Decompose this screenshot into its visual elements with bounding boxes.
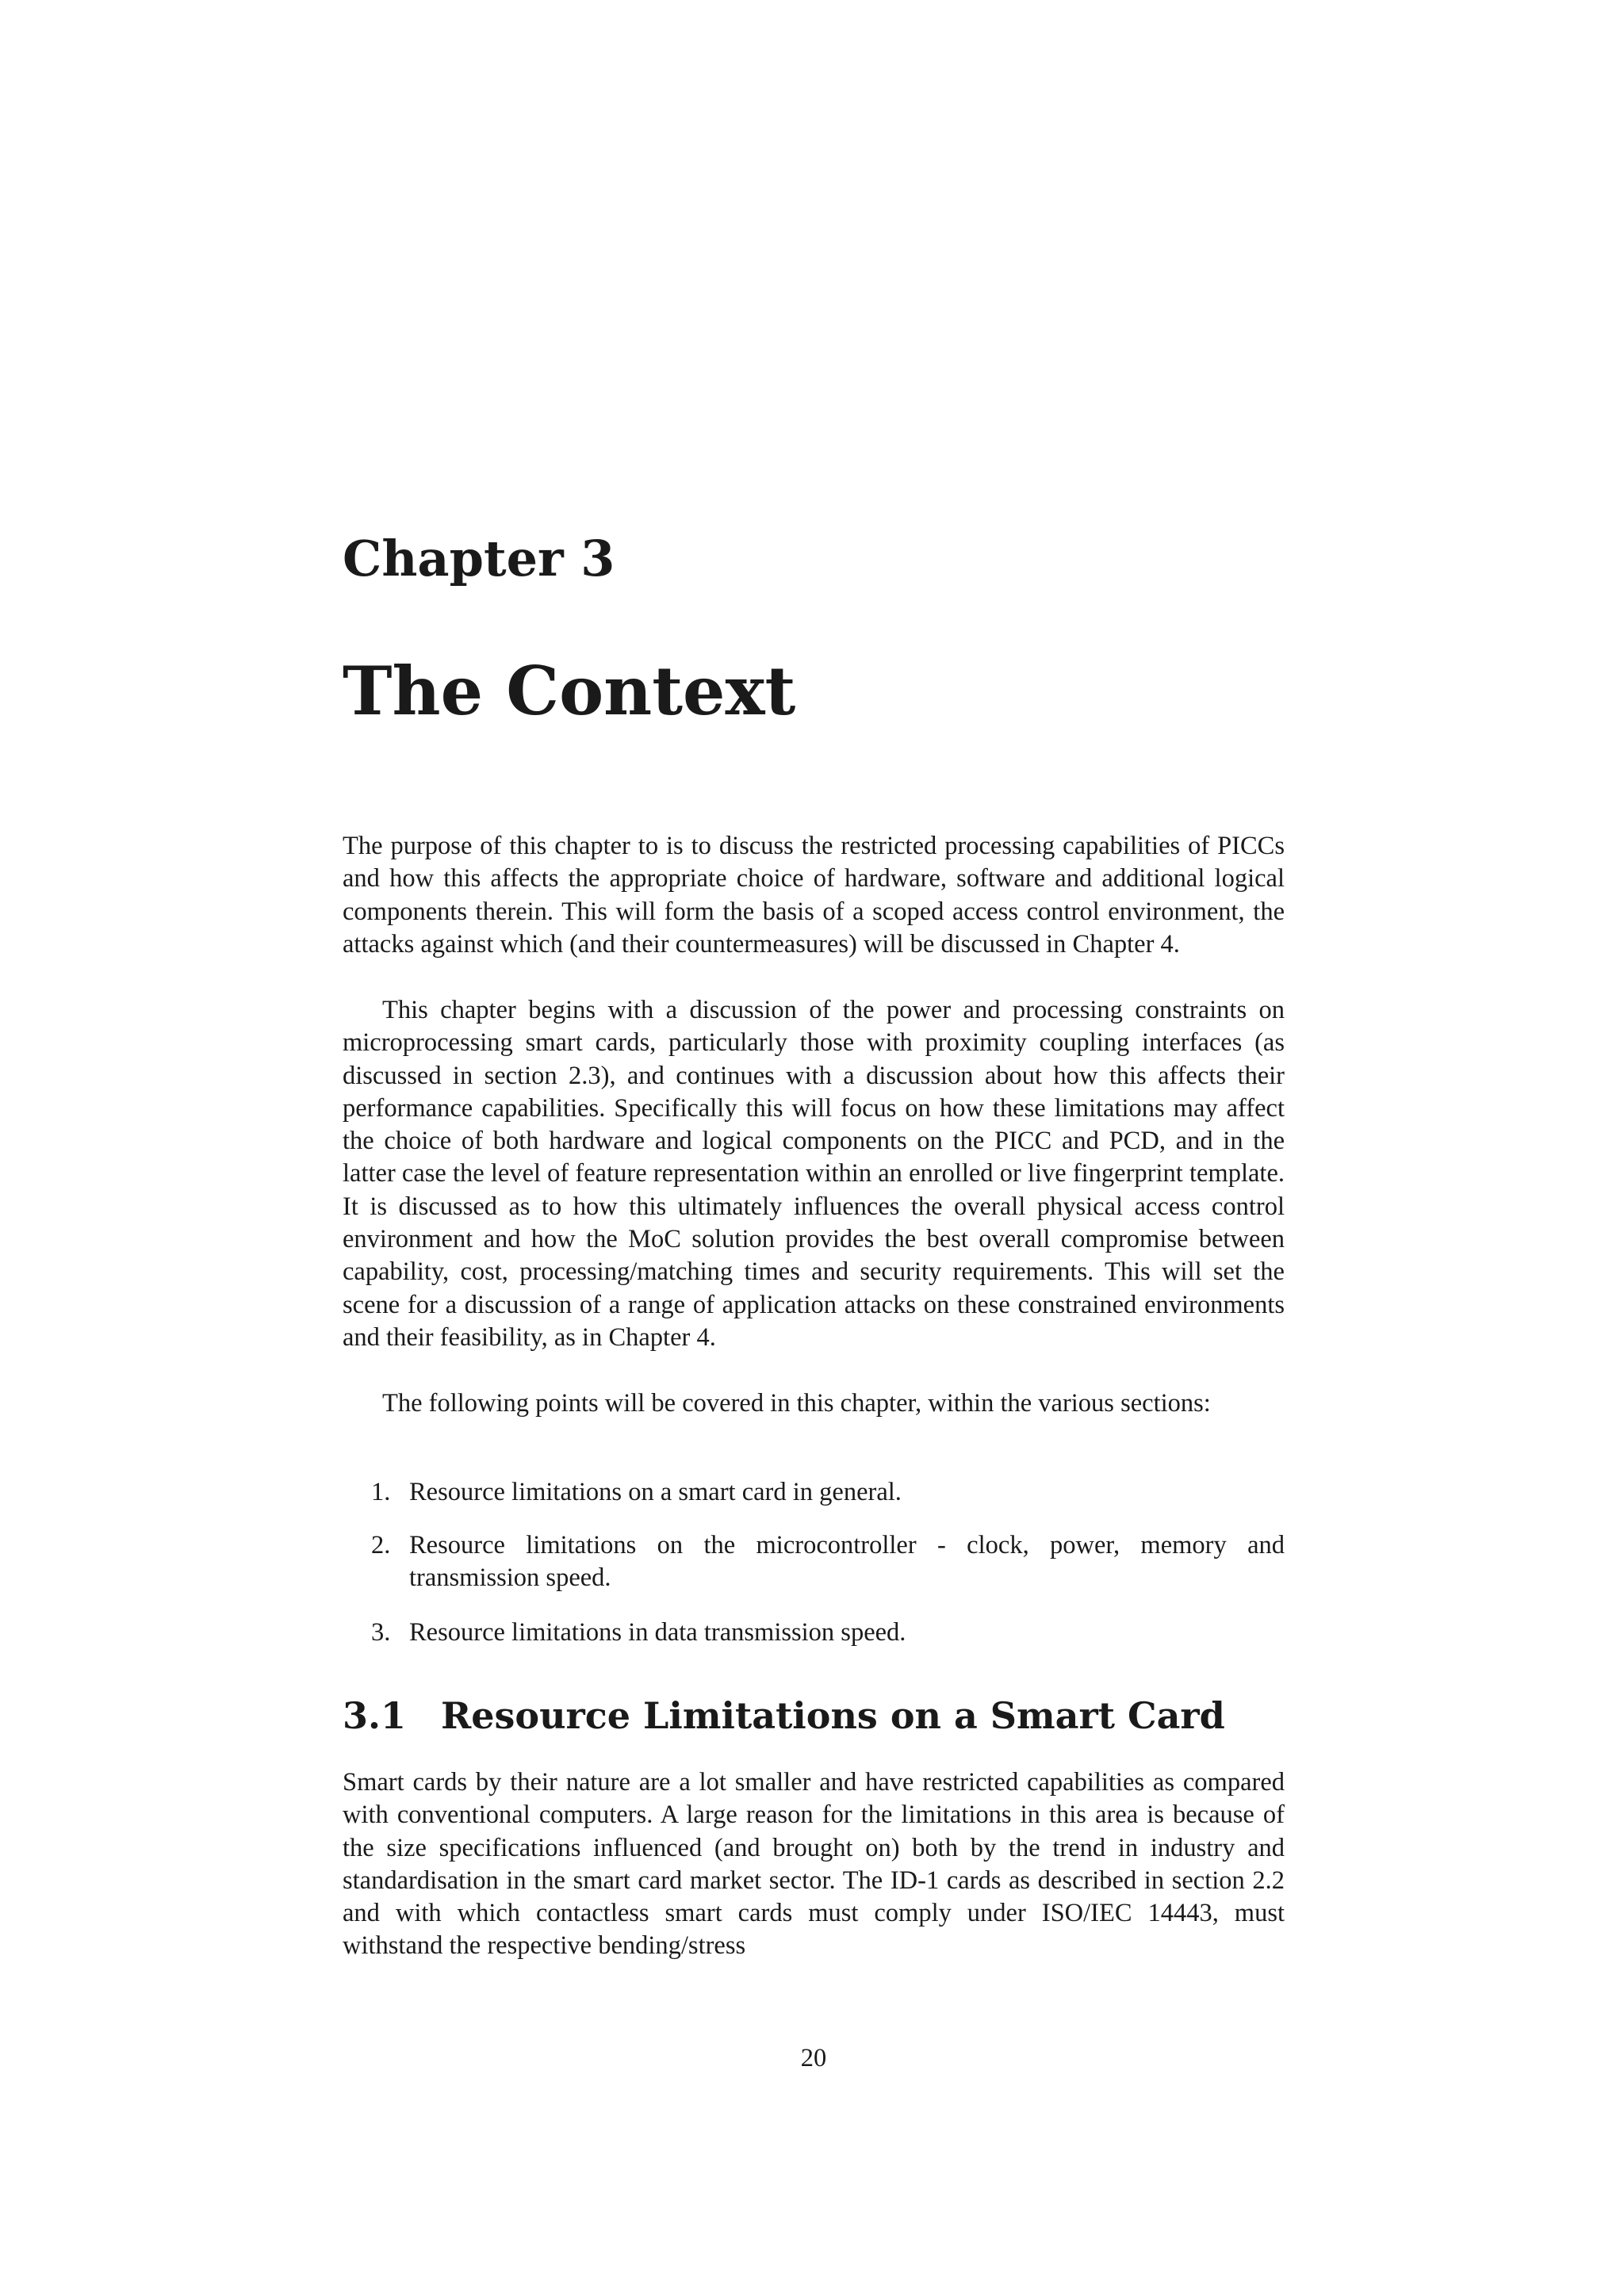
intro-paragraph: The purpose of this chapter to is to discuss the restricted processing capabilities of PICCs and how this affects the appropriate choice of hardware, software and additional logical components therein. This will form the basis of a scoped access control environment, the attacks against which (and their countermeasures) will be discussed in Chapter 4.	[343, 832, 1285, 959]
list-item-text: Resource limitations in data transmission speed.	[409, 1618, 906, 1647]
list-item-text: Resource limitations on a smart card in general.	[409, 1478, 902, 1506]
overview-paragraph: This chapter begins with a discussion of the power and processing constraints on microprocessing smart cards, particularly those with proximity coupling interfaces (as discussed in section 2.3), and continues with a discussion about how this affects their performance capabilities. Specifically this will focus on how these limitations may affect the choice of both hardware and logical components on the PICC and PCD, and in the latter case the level of feature representation within an enrolled or live fingerprint template. It is discussed as to how this ultimately influences the overall physical access control environment and how the MoC solution provides the best overall compromise between capability, cost, processing/matching times and security requirements. This will set the scene for a discussion of a range of application attacks on these constrained environments and their feasibility, as in Chapter 4.	[343, 996, 1285, 1352]
document-page	[343, 0, 1285, 2296]
page-number: 20	[800, 2044, 827, 2072]
list-item-number: 3.	[371, 1618, 391, 1647]
section-heading	[343, 1693, 1225, 1738]
chapter-title: The Context	[343, 652, 796, 730]
list-item-number: 2.	[371, 1531, 391, 1559]
points-intro-paragraph: The following points will be covered in this chapter, within the various sections:	[382, 1389, 1211, 1418]
section-number: 3.1	[343, 1694, 407, 1737]
section-paragraph: Smart cards by their nature are a lot smaller and have restricted capabilities as compared with conventional computers. A large reason for the limitations in this area is because of the size specifications influenced (and brought on) both by the trend in industry and standardisation in the smart card market sector. The ID-1 cards as described in section 2.2 and with which contactless smart cards must comply under ISO/IEC 14443, must withstand the respective bending/stress	[343, 1768, 1285, 1961]
list-item-number: 1.	[371, 1478, 391, 1506]
list-item-text: Resource limitations on the microcontroller - clock, power, memory and transmission speed.	[409, 1531, 1285, 1593]
section-title: Resource Limitations on a Smart Card	[441, 1694, 1225, 1737]
chapter-label: Chapter 3	[343, 530, 615, 587]
